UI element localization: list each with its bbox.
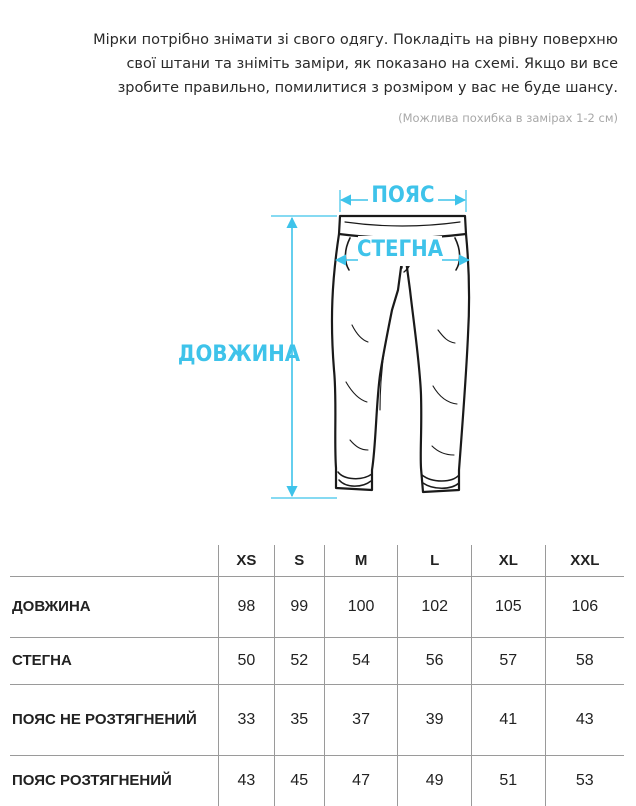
size-header-xxl: XXL bbox=[545, 545, 624, 577]
waist-label: ПОЯС bbox=[371, 183, 434, 208]
pants-measurement-diagram bbox=[0, 150, 636, 520]
table-row-length bbox=[10, 577, 624, 638]
row-label: ПОЯС НЕ РОЗТЯГНЕНИЙ bbox=[10, 685, 219, 756]
size-header-m: M bbox=[324, 545, 398, 577]
table-cell: 52 bbox=[274, 638, 324, 685]
table-cell: 105 bbox=[471, 577, 545, 638]
table-cell: 102 bbox=[398, 577, 472, 638]
size-header-xl: XL bbox=[471, 545, 545, 577]
instructions-line-3: зробите правильно, помилитися з розміром у вас не буде шансу. bbox=[18, 76, 618, 100]
hips-label: СТЕГНА bbox=[357, 237, 444, 262]
header-blank-cell bbox=[10, 545, 219, 577]
table-cell: 57 bbox=[471, 638, 545, 685]
hips-dimension bbox=[336, 236, 469, 266]
waist-dimension bbox=[340, 178, 466, 212]
table-cell: 58 bbox=[545, 638, 624, 685]
table-cell: 56 bbox=[398, 638, 472, 685]
table-cell: 35 bbox=[274, 685, 324, 756]
instructions-text bbox=[18, 28, 618, 100]
table-row-hips bbox=[10, 638, 624, 685]
table-row-waist-relaxed bbox=[10, 685, 624, 756]
table-cell: 100 bbox=[324, 577, 398, 638]
size-chart-table bbox=[10, 545, 624, 806]
length-dimension bbox=[178, 216, 337, 498]
size-header-row bbox=[10, 545, 624, 577]
table-cell: 99 bbox=[274, 577, 324, 638]
size-header-s: S bbox=[274, 545, 324, 577]
instructions-line-1: Мірки потрібно знімати зі свого одягу. Покладіть на рівну поверхню bbox=[18, 28, 618, 52]
measurement-error-note: (Можлива похибка в замірах 1-2 см) bbox=[398, 111, 618, 125]
row-label: ДОВЖИНА bbox=[10, 577, 219, 638]
table-cell: 49 bbox=[398, 756, 472, 806]
row-label: ПОЯС РОЗТЯГНЕНИЙ bbox=[10, 756, 219, 806]
table-cell: 98 bbox=[219, 577, 275, 638]
size-header-xs: XS bbox=[219, 545, 275, 577]
table-cell: 54 bbox=[324, 638, 398, 685]
table-cell: 41 bbox=[471, 685, 545, 756]
table-cell: 47 bbox=[324, 756, 398, 806]
table-cell: 43 bbox=[219, 756, 275, 806]
table-cell: 39 bbox=[398, 685, 472, 756]
table-row-waist-stretched bbox=[10, 756, 624, 806]
table-cell: 45 bbox=[274, 756, 324, 806]
table-cell: 37 bbox=[324, 685, 398, 756]
table-cell: 33 bbox=[219, 685, 275, 756]
table-cell: 53 bbox=[545, 756, 624, 806]
table-cell: 50 bbox=[219, 638, 275, 685]
table-cell: 43 bbox=[545, 685, 624, 756]
length-label: ДОВЖИНА bbox=[178, 342, 301, 367]
table-cell: 51 bbox=[471, 756, 545, 806]
table-cell: 106 bbox=[545, 577, 624, 638]
size-header-l: L bbox=[398, 545, 472, 577]
row-label: СТЕГНА bbox=[10, 638, 219, 685]
instructions-line-2: свої штани та зніміть заміри, як показано на схемі. Якщо ви все bbox=[18, 52, 618, 76]
